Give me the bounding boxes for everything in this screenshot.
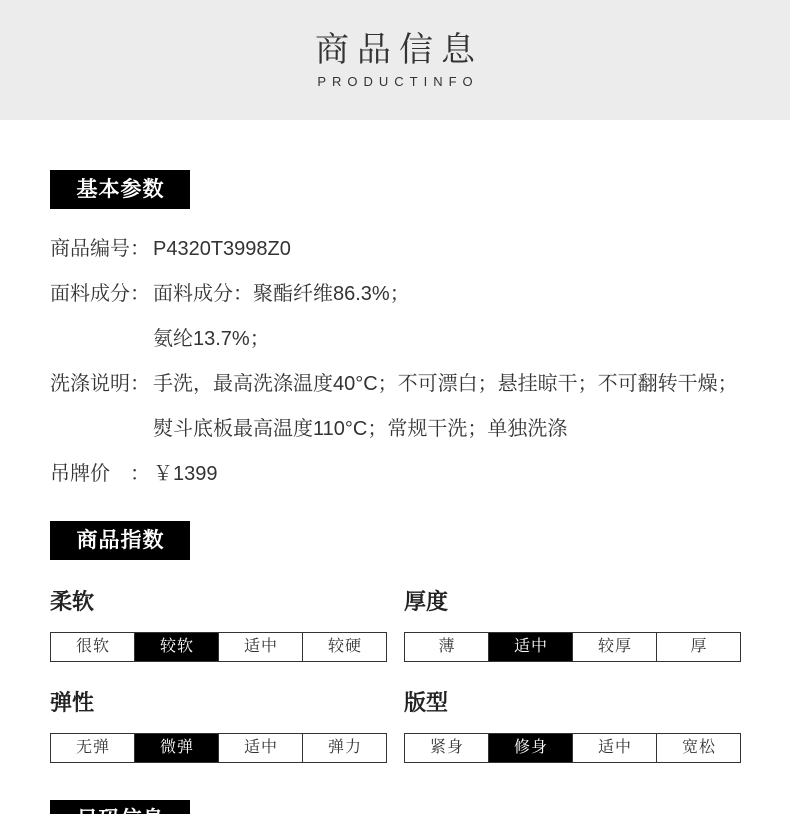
index-group-fit <box>404 688 741 763</box>
index-scale <box>50 733 387 763</box>
param-value-line: 熨斗底板最高温度110°C；常规干洗；单独洗涤 <box>153 418 568 440</box>
param-value <box>153 272 750 362</box>
index-option: 适中 <box>218 633 302 661</box>
section-heading-label: 商品指数 <box>76 529 165 552</box>
param-label: 商品编号： <box>50 238 150 260</box>
index-option: 适中 <box>488 633 572 661</box>
index-option: 宽松 <box>656 734 740 762</box>
index-scale <box>404 632 741 662</box>
param-value-line: 氨纶13.7%； <box>153 328 270 350</box>
section-heading-label: 基本参数 <box>76 178 165 201</box>
index-option: 微弹 <box>134 734 218 762</box>
index-option: 紧身 <box>429 739 464 756</box>
index-option: 弹力 <box>302 734 386 762</box>
index-group-label: 版型 <box>404 690 449 715</box>
param-label: 吊牌价 ： <box>50 463 150 485</box>
param-value <box>153 362 750 452</box>
index-option: 适中 <box>572 734 656 762</box>
param-value <box>153 452 750 497</box>
index-group-label: 弹性 <box>50 690 95 715</box>
index-group-label: 厚度 <box>404 589 449 614</box>
index-option: 厚 <box>656 633 740 661</box>
param-row-washing <box>50 362 750 452</box>
section-heading-basic-params <box>50 170 190 209</box>
index-scale <box>404 733 741 763</box>
index-group-elasticity <box>50 688 387 763</box>
index-option: 适中 <box>218 734 302 762</box>
product-info-header <box>0 0 790 120</box>
index-group-label: 柔软 <box>50 589 95 614</box>
page-title: 商品信息 <box>315 31 483 69</box>
section-heading-size-info <box>50 800 190 831</box>
param-value <box>153 227 750 272</box>
index-option: 薄 <box>438 638 456 655</box>
param-label: 洗涤说明： <box>50 373 150 395</box>
param-row-product-code <box>50 227 750 272</box>
index-option: 较硬 <box>302 633 386 661</box>
section-heading-product-index <box>50 521 190 560</box>
page-subtitle: PRODUCTINFO <box>317 74 479 89</box>
price-value: ￥1399 <box>153 463 218 485</box>
index-option: 较软 <box>134 633 218 661</box>
index-option: 无弹 <box>75 739 110 756</box>
index-scale <box>50 632 387 662</box>
index-option: 较厚 <box>572 633 656 661</box>
basic-params-list <box>50 227 750 497</box>
index-option: 很软 <box>75 638 110 655</box>
index-group-softness <box>50 587 387 662</box>
param-row-tag-price <box>50 452 750 497</box>
param-value-line: 手洗，最高洗涤温度40°C；不可漂白；悬挂晾干；不可翻转干燥； <box>153 373 738 395</box>
section-heading-label: 尺码信息 <box>76 808 165 831</box>
param-label: 面料成分： <box>50 283 150 305</box>
param-value-line: P4320T3998Z0 <box>153 238 291 260</box>
param-row-fabric <box>50 272 750 362</box>
index-group-thickness <box>404 587 741 662</box>
index-option: 修身 <box>488 734 572 762</box>
param-value-line: 面料成分：聚酯纤维86.3%； <box>153 283 410 305</box>
